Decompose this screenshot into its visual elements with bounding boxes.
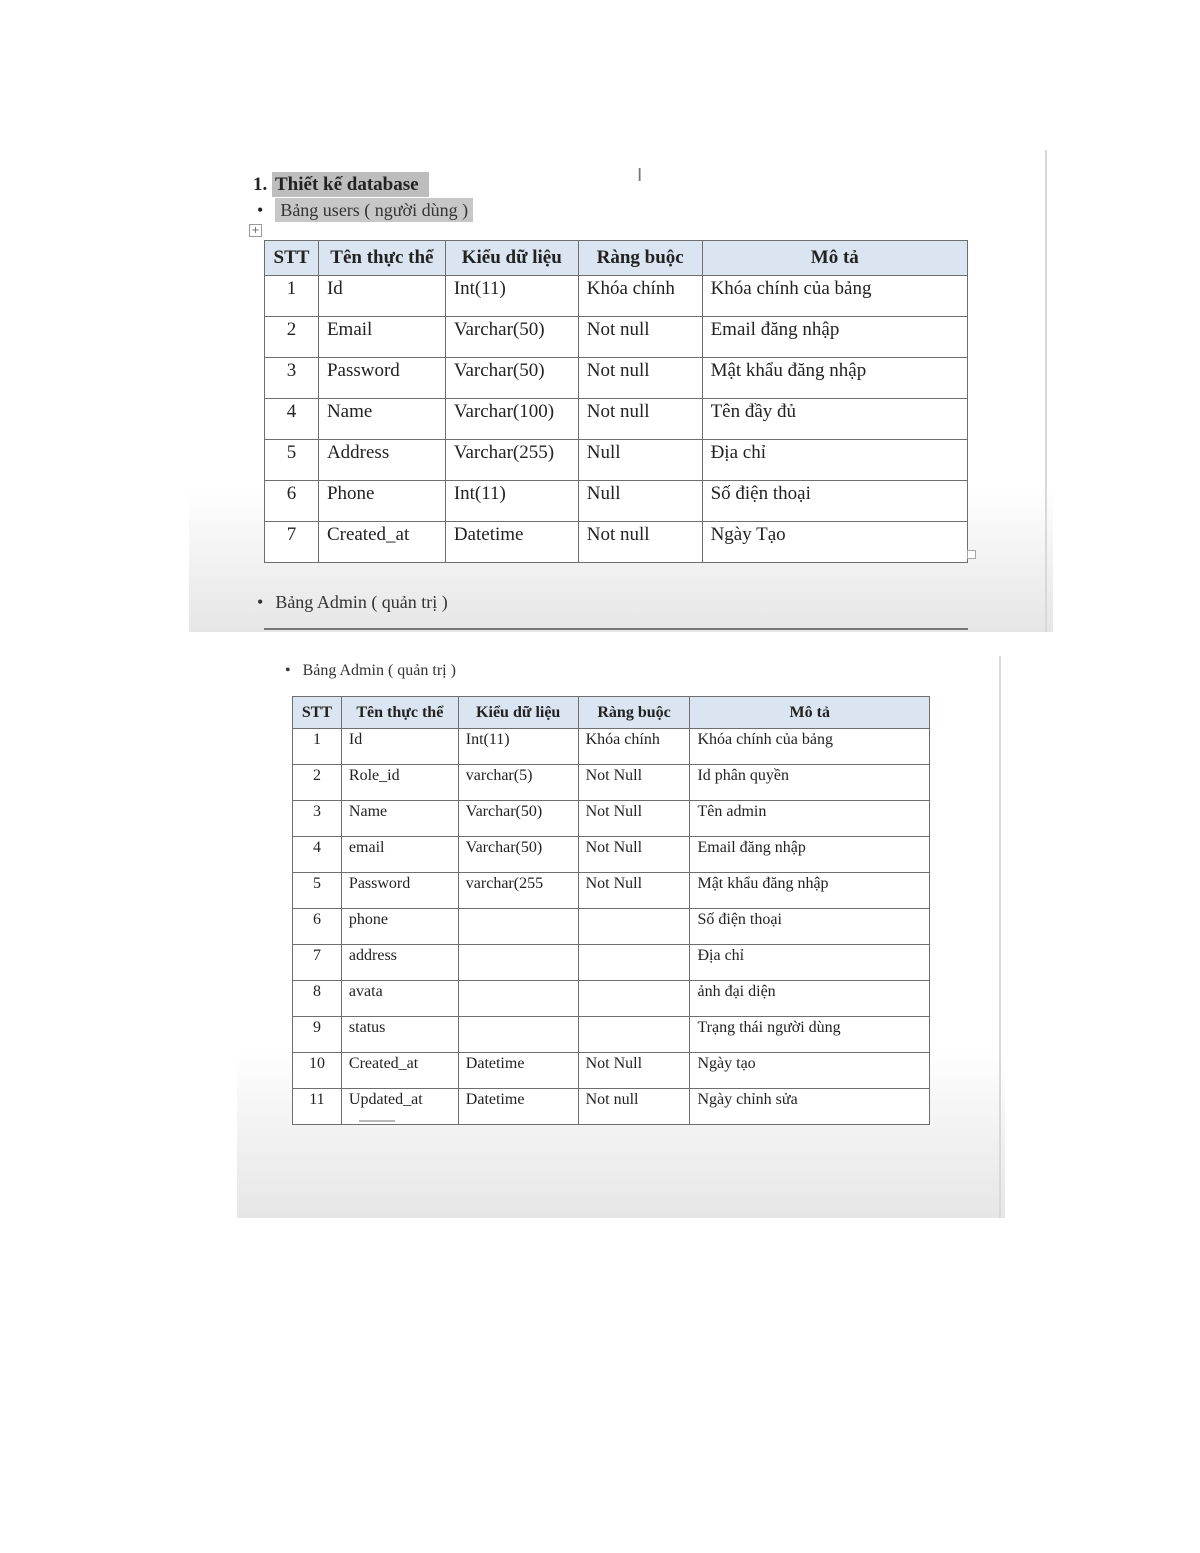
table-cell: Email: [318, 317, 445, 358]
table-cell: Not Null: [578, 765, 690, 801]
table-cell: Khóa chính của bảng: [690, 729, 930, 765]
heading-number: 1.: [253, 174, 268, 195]
table-cell: Tên đầy đủ: [702, 399, 967, 440]
table-cell: phone: [341, 909, 458, 945]
column-header: Kiểu dữ liệu: [445, 241, 578, 276]
table-cell: 9: [293, 1017, 342, 1053]
table-row: [265, 358, 968, 399]
table-header-row: [293, 697, 930, 729]
table-row: [265, 276, 968, 317]
admin-table: [292, 696, 930, 1125]
table-cell: Not null: [578, 358, 702, 399]
table-cell: Id phân quyền: [690, 765, 930, 801]
section-heading: [253, 174, 429, 196]
table-cell: 1: [293, 729, 342, 765]
table-cell: Ngày tạo: [690, 1053, 930, 1089]
table-cell: [458, 981, 578, 1017]
table-cell: 2: [265, 317, 319, 358]
table-row: [293, 945, 930, 981]
heading-text: Thiết kế database: [272, 172, 429, 197]
table-cell: [578, 1017, 690, 1053]
table-cell: Name: [318, 399, 445, 440]
table-cell: Not null: [578, 399, 702, 440]
table-cell: Not Null: [578, 837, 690, 873]
table-cell: Ngày chỉnh sửa: [690, 1089, 930, 1125]
table-cell: Not null: [578, 317, 702, 358]
bullet-text: Bảng Admin ( quản trị ): [275, 592, 448, 612]
table-cell: 10: [293, 1053, 342, 1089]
table-cell: Phone: [318, 481, 445, 522]
table-row: [293, 1053, 930, 1089]
table-cell: Address: [318, 440, 445, 481]
table-cell: Varchar(50): [445, 358, 578, 399]
table-cell: varchar(5): [458, 765, 578, 801]
table-header-row: [265, 241, 968, 276]
table-cell: Not null: [578, 522, 702, 563]
column-header: Ràng buộc: [578, 697, 690, 729]
table-cell: Updated_at: [341, 1089, 458, 1125]
table-cell: Email đăng nhập: [690, 837, 930, 873]
table-cell: 1: [265, 276, 319, 317]
table-resize-handle-icon[interactable]: [967, 550, 976, 559]
table-cell: Varchar(100): [445, 399, 578, 440]
table-cell: Created_at: [318, 522, 445, 563]
table-cell: 8: [293, 981, 342, 1017]
table-cell: Mật khẩu đăng nhập: [702, 358, 967, 399]
table-cell: status: [341, 1017, 458, 1053]
table-cell: Khóa chính của bảng: [702, 276, 967, 317]
bullet-admin-table: [257, 592, 448, 613]
table-cell: 6: [265, 481, 319, 522]
table-cell: avata: [341, 981, 458, 1017]
table-cell: Not Null: [578, 1053, 690, 1089]
column-header: STT: [293, 697, 342, 729]
table-cell: Tên admin: [690, 801, 930, 837]
table-cell: Khóa chính: [578, 729, 690, 765]
table-cell: Not null: [578, 1089, 690, 1125]
table-row: [293, 873, 930, 909]
table-cell: Password: [341, 873, 458, 909]
text-cursor-icon: I: [637, 165, 643, 186]
column-header: Tên thực thể: [318, 241, 445, 276]
table-cell: Int(11): [445, 276, 578, 317]
table-cell: [458, 945, 578, 981]
column-header: Mô tả: [702, 241, 967, 276]
table-row: [293, 729, 930, 765]
column-header: Kiểu dữ liệu: [458, 697, 578, 729]
table-row: [293, 909, 930, 945]
table-cell: Not Null: [578, 801, 690, 837]
table-cell: 3: [293, 801, 342, 837]
table-cell: Id: [318, 276, 445, 317]
table-cell: 5: [265, 440, 319, 481]
table-cell: Số điện thoại: [690, 909, 930, 945]
table-cell: Datetime: [458, 1053, 578, 1089]
table-cell: Null: [578, 481, 702, 522]
table-row: [293, 801, 930, 837]
table-cell: Name: [341, 801, 458, 837]
table-cell: email: [341, 837, 458, 873]
table-row: [265, 522, 968, 563]
table-cell: 3: [265, 358, 319, 399]
bullet-admin-table: [285, 662, 456, 680]
page-edge: [999, 656, 1001, 1218]
table-cell: [578, 909, 690, 945]
table-cell: Password: [318, 358, 445, 399]
table-cell: Id: [341, 729, 458, 765]
table-cell: Mật khẩu đăng nhập: [690, 873, 930, 909]
table-cell: Created_at: [341, 1053, 458, 1089]
table-cell: Trạng thái người dùng: [690, 1017, 930, 1053]
column-header: Tên thực thể: [341, 697, 458, 729]
table-row: [293, 765, 930, 801]
table-cell: Varchar(50): [445, 317, 578, 358]
column-header: Mô tả: [690, 697, 930, 729]
bullet-text: Bảng users ( người dùng ): [275, 198, 473, 222]
table-top-border: [264, 628, 968, 632]
table-row: [265, 481, 968, 522]
table-cell: [578, 981, 690, 1017]
table-cell: Số điện thoại: [702, 481, 967, 522]
table-row: [265, 399, 968, 440]
table-cell: Not Null: [578, 873, 690, 909]
table-cell: Ngày Tạo: [702, 522, 967, 563]
screenshot-bottom: [237, 656, 1005, 1218]
bullet-icon: •: [257, 592, 264, 612]
table-cell: Int(11): [445, 481, 578, 522]
users-table: [264, 240, 968, 563]
table-cell: 6: [293, 909, 342, 945]
table-cell: Địa chỉ: [702, 440, 967, 481]
table-cell: 7: [293, 945, 342, 981]
bullet-text: Bảng Admin ( quản trị ): [302, 662, 456, 679]
table-cell: 2: [293, 765, 342, 801]
table-cell: Role_id: [341, 765, 458, 801]
bullet-icon: •: [257, 200, 264, 220]
table-row: [293, 981, 930, 1017]
table-cell: 4: [265, 399, 319, 440]
table-cell: varchar(255: [458, 873, 578, 909]
table-cell: Email đăng nhập: [702, 317, 967, 358]
table-row: [265, 317, 968, 358]
table-move-handle-icon[interactable]: +: [249, 224, 262, 237]
table-cell: Khóa chính: [578, 276, 702, 317]
table-cell: 5: [293, 873, 342, 909]
table-row: [293, 837, 930, 873]
table-cell: Int(11): [458, 729, 578, 765]
table-cell: Varchar(255): [445, 440, 578, 481]
table-row: [293, 1017, 930, 1053]
bullet-users-table: [257, 200, 473, 221]
table-cell: Varchar(50): [458, 837, 578, 873]
column-header: STT: [265, 241, 319, 276]
table-cell: Datetime: [445, 522, 578, 563]
spell-check-underline: [359, 1120, 395, 1122]
table-cell: [578, 945, 690, 981]
bullet-icon: •: [285, 662, 291, 679]
table-cell: Datetime: [458, 1089, 578, 1125]
table-row: [265, 440, 968, 481]
table-cell: 11: [293, 1089, 342, 1125]
table-cell: 4: [293, 837, 342, 873]
table-cell: [458, 909, 578, 945]
table-cell: address: [341, 945, 458, 981]
table-cell: [458, 1017, 578, 1053]
page-edge: [1045, 150, 1047, 632]
screenshot-top: [189, 150, 1053, 632]
table-cell: ảnh đại diện: [690, 981, 930, 1017]
column-header: Ràng buộc: [578, 241, 702, 276]
table-cell: Varchar(50): [458, 801, 578, 837]
table-cell: Null: [578, 440, 702, 481]
table-cell: Địa chỉ: [690, 945, 930, 981]
table-cell: 7: [265, 522, 319, 563]
